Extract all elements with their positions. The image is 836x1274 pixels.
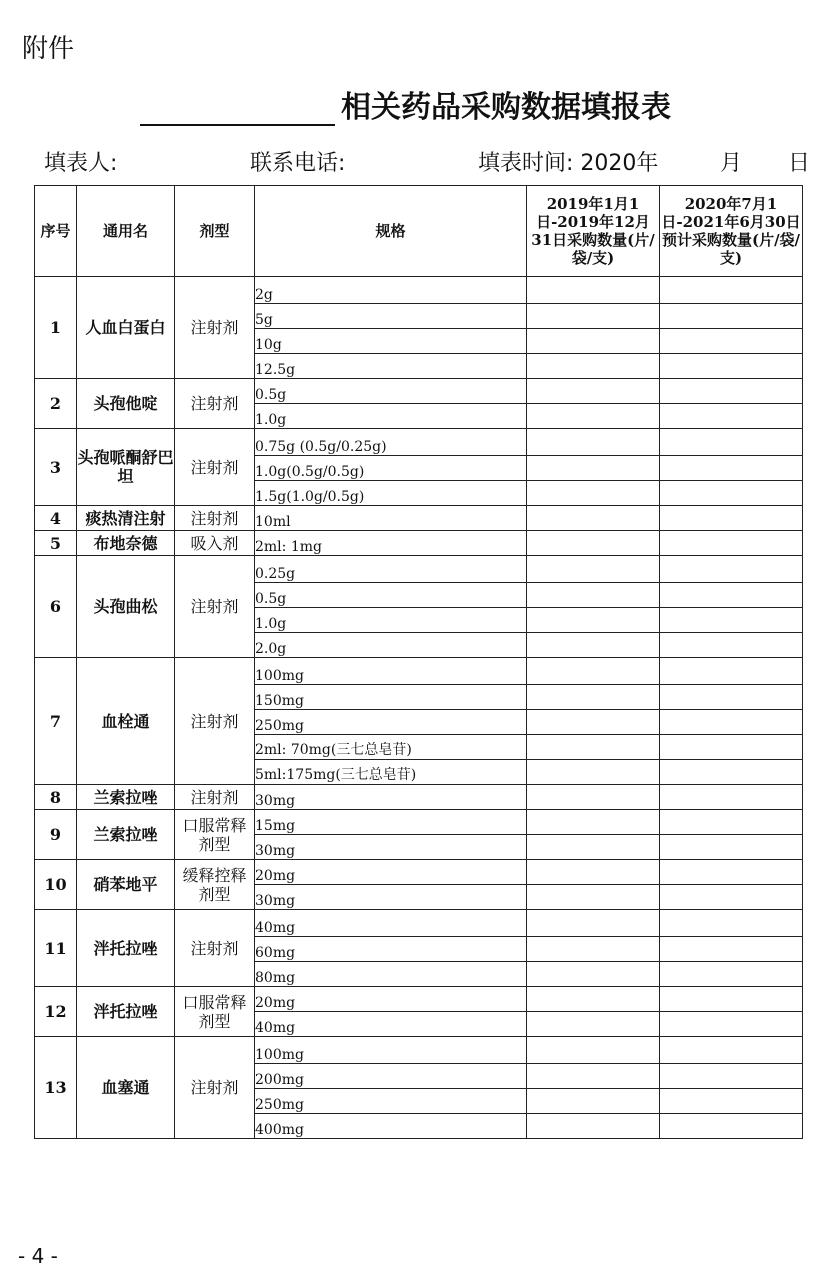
qty-2019-cell[interactable] [527,810,660,835]
qty-2020-cell[interactable] [660,860,803,885]
spec-cell: 0.75g (0.5g/0.25g) [255,429,527,456]
qty-2020-cell[interactable] [660,885,803,910]
qty-2019-cell[interactable] [527,962,660,987]
qty-2020-cell[interactable] [660,1089,803,1114]
spec-cell: 250mg [255,710,527,735]
qty-2020-cell[interactable] [660,379,803,404]
qty-2020-cell[interactable] [660,962,803,987]
row-seq: 7 [35,658,77,785]
qty-2019-cell[interactable] [527,429,660,456]
drug-name: 兰索拉唑 [77,785,175,810]
qty-2020-cell[interactable] [660,481,803,506]
spec-cell: 0.25g [255,556,527,583]
spec-cell: 2ml: 70mg(三七总皂苷) [255,735,527,760]
qty-2020-cell[interactable] [660,506,803,531]
table-row [35,810,803,835]
qty-2019-cell[interactable] [527,354,660,379]
qty-2019-cell[interactable] [527,556,660,583]
qty-2019-cell[interactable] [527,685,660,710]
qty-2020-cell[interactable] [660,937,803,962]
spec-cell: 100mg [255,658,527,685]
table-row [35,506,803,531]
qty-2019-cell[interactable] [527,885,660,910]
qty-2020-cell[interactable] [660,685,803,710]
qty-2019-cell[interactable] [527,379,660,404]
fill-time-label: 填表时间: 2020年 [478,151,659,176]
header-name: 通用名 [77,186,175,277]
qty-2019-cell[interactable] [527,937,660,962]
procurement-table [34,185,803,1139]
drug-name: 兰索拉唑 [77,810,175,860]
drug-name: 头孢他啶 [77,379,175,429]
qty-2019-cell[interactable] [527,404,660,429]
qty-2020-cell[interactable] [660,710,803,735]
qty-2020-cell[interactable] [660,304,803,329]
qty-2020-cell[interactable] [660,910,803,937]
row-seq: 10 [35,860,77,910]
qty-2019-cell[interactable] [527,910,660,937]
spec-cell: 10g [255,329,527,354]
spec-cell: 40mg [255,910,527,937]
qty-2020-cell[interactable] [660,583,803,608]
spec-cell: 250mg [255,1089,527,1114]
phone-label: 联系电话: [250,151,346,176]
table-body [35,277,803,1139]
qty-2020-cell[interactable] [660,456,803,481]
row-seq: 3 [35,429,77,506]
row-seq: 2 [35,379,77,429]
drug-name: 布地奈德 [77,531,175,556]
row-seq: 8 [35,785,77,810]
qty-2019-cell[interactable] [527,531,660,556]
qty-2019-cell[interactable] [527,456,660,481]
spec-cell: 20mg [255,860,527,885]
qty-2019-cell[interactable] [527,1064,660,1089]
qty-2020-cell[interactable] [660,429,803,456]
spec-cell: 1.0g [255,404,527,429]
spec-cell: 200mg [255,1064,527,1089]
qty-2019-cell[interactable] [527,1089,660,1114]
qty-2020-cell[interactable] [660,354,803,379]
qty-2019-cell[interactable] [527,583,660,608]
qty-2019-cell[interactable] [527,735,660,760]
header-seq: 序号 [35,186,77,277]
qty-2020-cell[interactable] [660,1064,803,1089]
spec-cell: 60mg [255,937,527,962]
spec-cell: 40mg [255,1012,527,1037]
spec-cell: 5ml:175mg(三七总皂苷) [255,760,527,785]
dosage-form: 注射剂 [175,277,255,379]
spec-cell: 1.0g(0.5g/0.5g) [255,456,527,481]
qty-2020-cell[interactable] [660,835,803,860]
page-number: - 4 - [18,1244,58,1268]
spec-cell: 100mg [255,1037,527,1064]
row-seq: 13 [35,1037,77,1139]
qty-2019-cell[interactable] [527,710,660,735]
day-label: 日 [788,151,811,176]
qty-2019-cell[interactable] [527,608,660,633]
drug-name: 人血白蛋白 [77,277,175,379]
spec-cell: 2g [255,277,527,304]
table-row [35,429,803,456]
dosage-form: 注射剂 [175,379,255,429]
dosage-form: 吸入剂 [175,531,255,556]
header-form: 剂型 [175,186,255,277]
dosage-form: 缓释控释剂型 [175,860,255,910]
table-row [35,531,803,556]
spec-cell: 12.5g [255,354,527,379]
qty-2020-cell[interactable] [660,556,803,583]
filler-label: 填表人: [44,151,118,176]
spec-cell: 5g [255,304,527,329]
spec-cell: 0.5g [255,583,527,608]
drug-name: 硝苯地平 [77,860,175,910]
title-blank-line [140,90,335,126]
spec-cell: 20mg [255,987,527,1012]
row-seq: 5 [35,531,77,556]
qty-2020-cell[interactable] [660,404,803,429]
drug-name: 痰热清注射 [77,506,175,531]
qty-2020-cell[interactable] [660,1012,803,1037]
table-row [35,987,803,1012]
month-label: 月 [720,151,743,176]
qty-2020-cell[interactable] [660,329,803,354]
qty-2019-cell[interactable] [527,658,660,685]
dosage-form: 注射剂 [175,429,255,506]
spec-cell: 80mg [255,962,527,987]
qty-2020-cell[interactable] [660,277,803,304]
spec-cell: 1.0g [255,608,527,633]
drug-name: 头孢曲松 [77,556,175,658]
qty-2019-cell[interactable] [527,633,660,658]
qty-2019-cell[interactable] [527,304,660,329]
qty-2020-cell[interactable] [660,531,803,556]
qty-2020-cell[interactable] [660,658,803,685]
table-row [35,277,803,304]
table-row [35,860,803,885]
qty-2019-cell[interactable] [527,506,660,531]
qty-2019-cell[interactable] [527,760,660,785]
qty-2020-cell[interactable] [660,735,803,760]
qty-2019-cell[interactable] [527,785,660,810]
spec-cell: 1.5g(1.0g/0.5g) [255,481,527,506]
qty-2019-cell[interactable] [527,1012,660,1037]
drug-name: 血栓通 [77,658,175,785]
drug-name: 泮托拉唑 [77,987,175,1037]
dosage-form: 注射剂 [175,506,255,531]
spec-cell: 30mg [255,885,527,910]
row-seq: 4 [35,506,77,531]
qty-2020-cell[interactable] [660,987,803,1012]
qty-2019-cell[interactable] [527,835,660,860]
header-period-2020: 2020年7月1日-2021年6月30日预计采购数量(片/袋/支) [660,186,803,277]
qty-2019-cell[interactable] [527,329,660,354]
qty-2019-cell[interactable] [527,860,660,885]
spec-cell: 15mg [255,810,527,835]
spec-cell: 2ml: 1mg [255,531,527,556]
qty-2020-cell[interactable] [660,1114,803,1139]
drug-name: 泮托拉唑 [77,910,175,987]
dosage-form: 注射剂 [175,556,255,658]
row-seq: 12 [35,987,77,1037]
qty-2019-cell[interactable] [527,277,660,304]
drug-name: 血塞通 [77,1037,175,1139]
header-period-2019: 2019年1月1日-2019年12月31日采购数量(片/袋/支) [527,186,660,277]
qty-2019-cell[interactable] [527,481,660,506]
drug-name: 头孢哌酮舒巴坦 [77,429,175,506]
qty-2019-cell[interactable] [527,987,660,1012]
dosage-form: 注射剂 [175,910,255,987]
qty-2019-cell[interactable] [527,1037,660,1064]
spec-cell: 0.5g [255,379,527,404]
dosage-form: 口服常释剂型 [175,810,255,860]
title-row [140,82,671,126]
row-seq: 1 [35,277,77,379]
spec-cell: 150mg [255,685,527,710]
header-row [35,186,803,277]
row-seq: 11 [35,910,77,987]
dosage-form: 注射剂 [175,1037,255,1139]
table-row [35,785,803,810]
table-row [35,1037,803,1064]
attachment-label: 附件 [22,34,75,64]
dosage-form: 口服常释剂型 [175,987,255,1037]
qty-2020-cell[interactable] [660,785,803,810]
spec-cell: 400mg [255,1114,527,1139]
page-title: 相关药品采购数据填报表 [341,90,671,125]
row-seq: 6 [35,556,77,658]
table-row [35,379,803,404]
row-seq: 9 [35,810,77,860]
table-row [35,658,803,685]
spec-cell: 2.0g [255,633,527,658]
spec-cell: 30mg [255,785,527,810]
qty-2020-cell[interactable] [660,810,803,835]
dosage-form: 注射剂 [175,658,255,785]
spec-cell: 30mg [255,835,527,860]
qty-2019-cell[interactable] [527,1114,660,1139]
spec-cell: 10ml [255,506,527,531]
table-row [35,556,803,583]
qty-2020-cell[interactable] [660,1037,803,1064]
qty-2020-cell[interactable] [660,760,803,785]
dosage-form: 注射剂 [175,785,255,810]
header-spec: 规格 [255,186,527,277]
table-row [35,910,803,937]
qty-2020-cell[interactable] [660,633,803,658]
qty-2020-cell[interactable] [660,608,803,633]
